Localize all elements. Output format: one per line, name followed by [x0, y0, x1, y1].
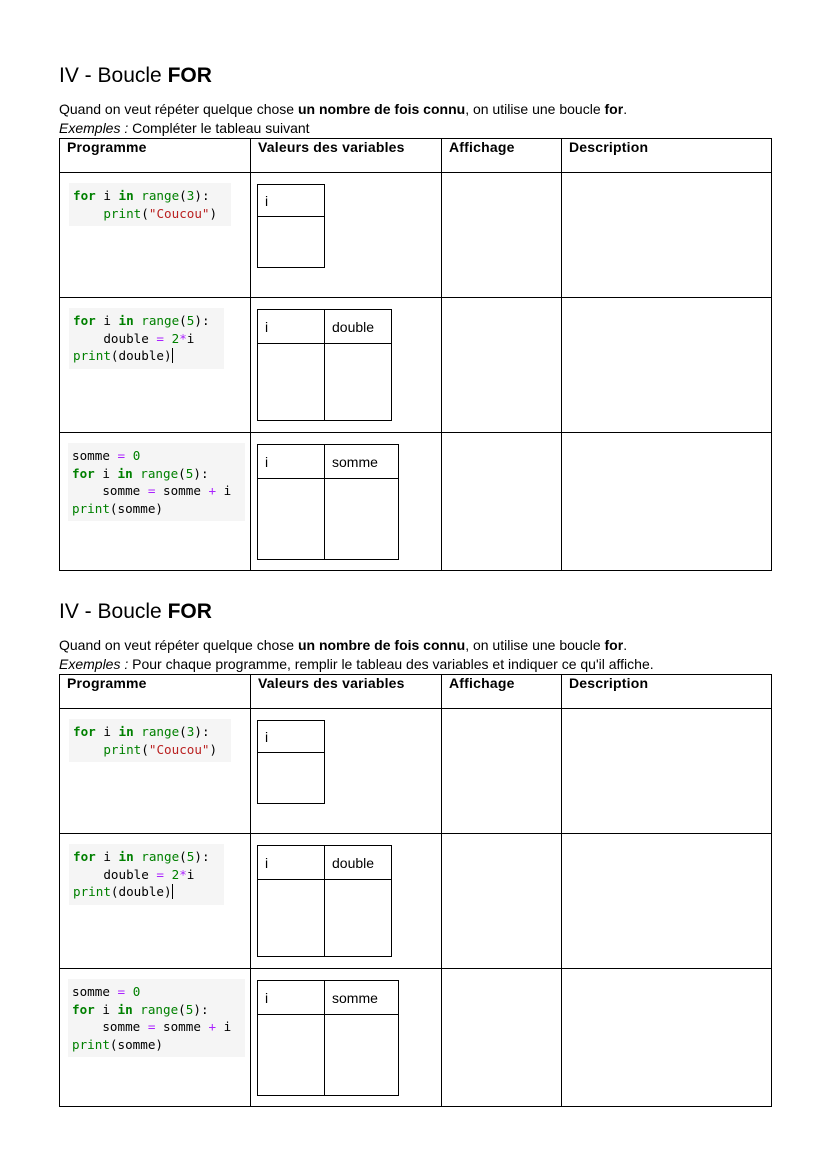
description-cell[interactable]	[562, 173, 772, 298]
var-value-cell[interactable]	[325, 479, 399, 560]
var-header-i: i	[258, 310, 325, 344]
var-header-i: i	[258, 185, 325, 217]
exercise-table	[59, 138, 772, 571]
code-block: somme = 0 for i in range(5): somme = somme + i print(somme)	[68, 443, 245, 521]
program-cell	[60, 173, 251, 298]
table-header-row	[60, 675, 772, 709]
affichage-cell[interactable]	[442, 433, 562, 571]
var-value-cell[interactable]	[258, 344, 325, 421]
description-cell[interactable]	[562, 834, 772, 969]
program-cell	[60, 709, 251, 834]
program-cell	[60, 433, 251, 571]
variables-cell	[251, 969, 442, 1107]
table-row	[60, 969, 772, 1107]
header-programme: Programme	[60, 139, 251, 173]
var-value-cell[interactable]	[325, 880, 392, 957]
examples-text: Exemples : Compléter le tableau suivant	[59, 120, 310, 136]
variables-cell	[251, 834, 442, 969]
header-affichage: Affichage	[442, 675, 562, 709]
variables-cell	[251, 709, 442, 834]
variable-table	[257, 720, 325, 804]
var-value-cell[interactable]	[258, 479, 325, 560]
code-block: somme = 0 for i in range(5): somme = somme + i print(somme)	[68, 979, 245, 1057]
code-block: for i in range(5): double = 2*i print(double)	[69, 308, 224, 369]
description-cell[interactable]	[562, 709, 772, 834]
var-value-cell[interactable]	[258, 753, 325, 804]
section-title: IV - Boucle FOR	[59, 600, 212, 623]
table-row	[60, 834, 772, 969]
affichage-cell[interactable]	[442, 969, 562, 1107]
var-header-somme: somme	[325, 445, 399, 479]
header-description: Description	[562, 139, 772, 173]
variables-cell	[251, 433, 442, 571]
table-header-row	[60, 139, 772, 173]
section-2	[59, 598, 771, 1107]
section-title: IV - Boucle FOR	[59, 64, 212, 87]
var-header-somme: somme	[325, 981, 399, 1015]
variable-table	[257, 980, 399, 1096]
var-header-i: i	[258, 981, 325, 1015]
variable-table	[257, 309, 392, 421]
var-header-i: i	[258, 846, 325, 880]
var-value-cell[interactable]	[258, 1015, 325, 1096]
table-row	[60, 173, 772, 298]
variable-table	[257, 184, 325, 268]
description-cell[interactable]	[562, 298, 772, 433]
table-row	[60, 709, 772, 834]
var-value-cell[interactable]	[258, 217, 325, 268]
table-row	[60, 433, 772, 571]
affichage-cell[interactable]	[442, 298, 562, 433]
var-header-i: i	[258, 445, 325, 479]
var-value-cell[interactable]	[325, 1015, 399, 1096]
affichage-cell[interactable]	[442, 709, 562, 834]
examples-text: Exemples : Pour chaque programme, remplir le tableau des variables et indiquer ce qu'il affiche.	[59, 656, 654, 672]
variable-table	[257, 845, 392, 957]
affichage-cell[interactable]	[442, 173, 562, 298]
var-header-double: double	[325, 846, 392, 880]
variables-cell	[251, 298, 442, 433]
description-cell[interactable]	[562, 433, 772, 571]
variables-cell	[251, 173, 442, 298]
description-cell[interactable]	[562, 969, 772, 1107]
var-header-i: i	[258, 721, 325, 753]
intro-text: Quand on veut répéter quelque chose un nombre de fois connu, on utilise une boucle for.	[59, 101, 628, 117]
section-1	[59, 62, 771, 571]
var-value-cell[interactable]	[325, 344, 392, 421]
var-header-double: double	[325, 310, 392, 344]
code-block: for i in range(3): print("Coucou")	[69, 719, 231, 762]
program-cell	[60, 834, 251, 969]
table-row	[60, 298, 772, 433]
header-valeurs: Valeurs des variables	[251, 139, 442, 173]
var-value-cell[interactable]	[258, 880, 325, 957]
program-cell	[60, 969, 251, 1107]
affichage-cell[interactable]	[442, 834, 562, 969]
code-block: for i in range(5): double = 2*i print(double)	[69, 844, 224, 905]
program-cell	[60, 298, 251, 433]
header-programme: Programme	[60, 675, 251, 709]
code-block: for i in range(3): print("Coucou")	[69, 183, 231, 226]
intro-text: Quand on veut répéter quelque chose un nombre de fois connu, on utilise une boucle for.	[59, 637, 628, 653]
header-valeurs: Valeurs des variables	[251, 675, 442, 709]
header-affichage: Affichage	[442, 139, 562, 173]
variable-table	[257, 444, 399, 560]
exercise-table	[59, 674, 772, 1107]
header-description: Description	[562, 675, 772, 709]
